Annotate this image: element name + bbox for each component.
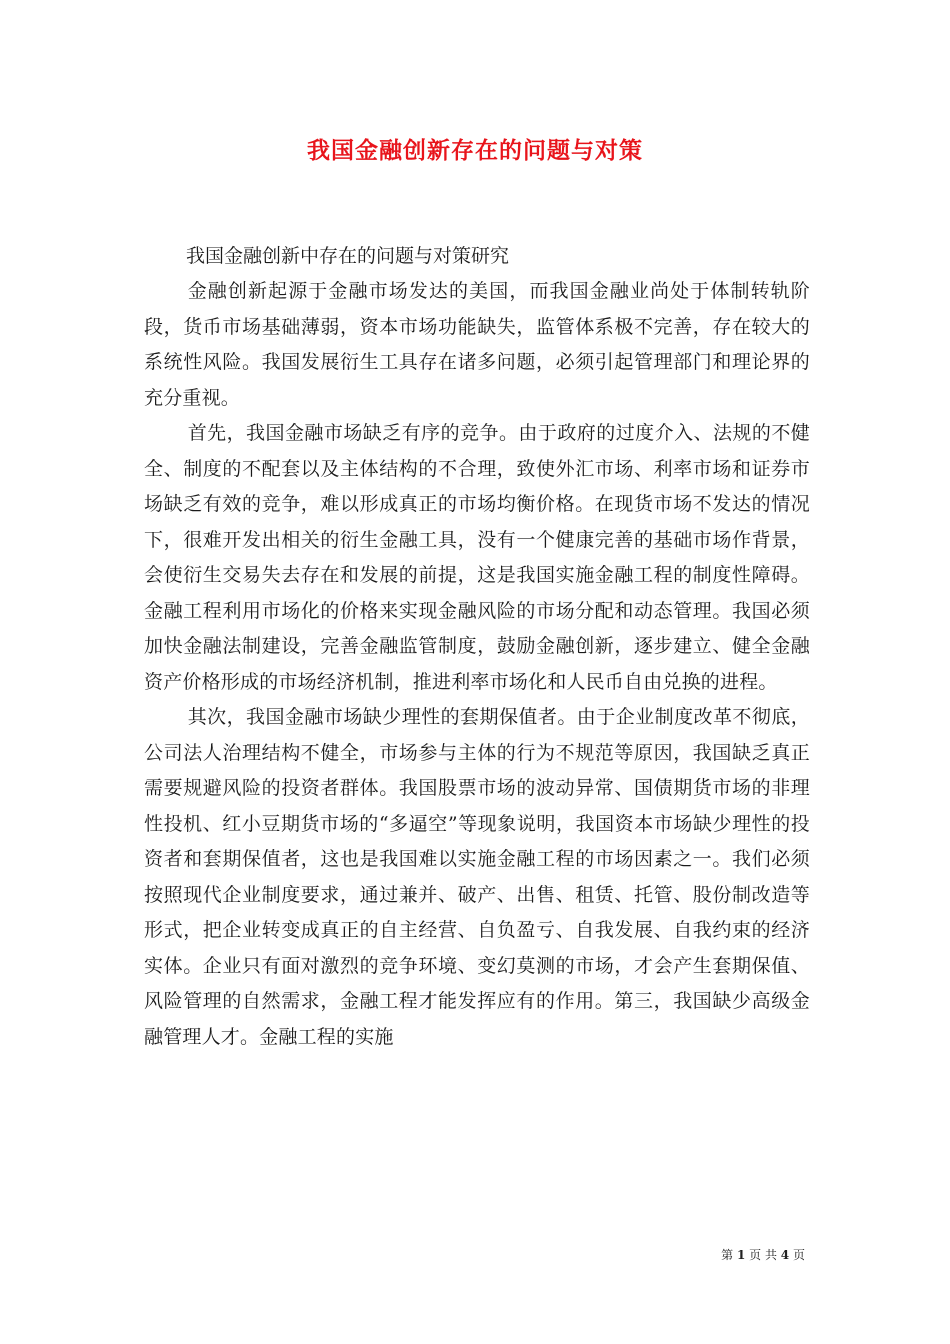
document-title: 我国金融创新存在的问题与对策 [307, 137, 643, 164]
page-footer [721, 1246, 805, 1263]
paragraph-first: 首先，我国金融市场缺乏有序的竞争。由于政府的过度介入、法规的不健全、制度的不配套以及主体结构的不合理，致使外汇市场、利率市场和证券市场缺乏有效的竞争，难以形成真正的市场均衡价格。在现货市场不发达的情况下，很难开发出相关的衍生金融工具，没有一个健康完善的基础市场作背景，会使衍生交易失去存在和发展的前提，这是我国实施金融工程的制度性障碍。金融工程利用市场化的价格来实现金融风险的市场分配和动态管理。我国必须加快金融法制建设，完善金融监管制度，鼓励金融创新，逐步建立、健全金融资产价格形成的市场经济机制，推进利率市场化和人民币自由兑换的进程。 [144, 422, 810, 693]
paragraph-intro: 金融创新起源于金融市场发达的美国，而我国金融业尚处于体制转轨阶段，货币市场基础薄弱，资本市场功能缺失，监管体系极不完善，存在较大的系统性风险。我国发展衍生工具存在诸多问题，必须引起管理部门和理论界的充分重视。 [144, 280, 810, 409]
paragraph-second: 其次，我国金融市场缺少理性的套期保值者。由于企业制度改革不彻底，公司法人治理结构不健全，市场参与主体的行为不规范等原因，我国缺乏真正需要规避风险的投资者群体。我国股票市场的波动异常、国债期货市场的非理性投机、红小豆期货市场的“多逼空”等现象说明，我国资本市场缺少理性的投资者和套期保值者，这也是我国难以实施金融工程的市场因素之一。我们必须按照现代企业制度要求，通过兼并、破产、出售、租赁、托管、股份制改造等形式，把企业转变成真正的自主经营、自负盈亏、自我发展、自我约束的经济实体。企业只有面对激烈的竞争环境、变幻莫测的市场，才会产生套期保值、风险管理的自然需求，金融工程才能发挥应有的作用。第三，我国缺少高级金融管理人才。金融工程的实施 [144, 706, 810, 1048]
footer-prefix: 第 [721, 1248, 734, 1262]
footer-suffix: 页 [792, 1248, 805, 1262]
footer-total-pages: 4 [780, 1248, 790, 1262]
document-body [144, 274, 810, 1055]
document-subtitle: 我国金融创新中存在的问题与对策研究 [186, 245, 510, 267]
footer-middle: 页 共 [749, 1248, 777, 1262]
footer-page-number: 1 [736, 1248, 746, 1262]
